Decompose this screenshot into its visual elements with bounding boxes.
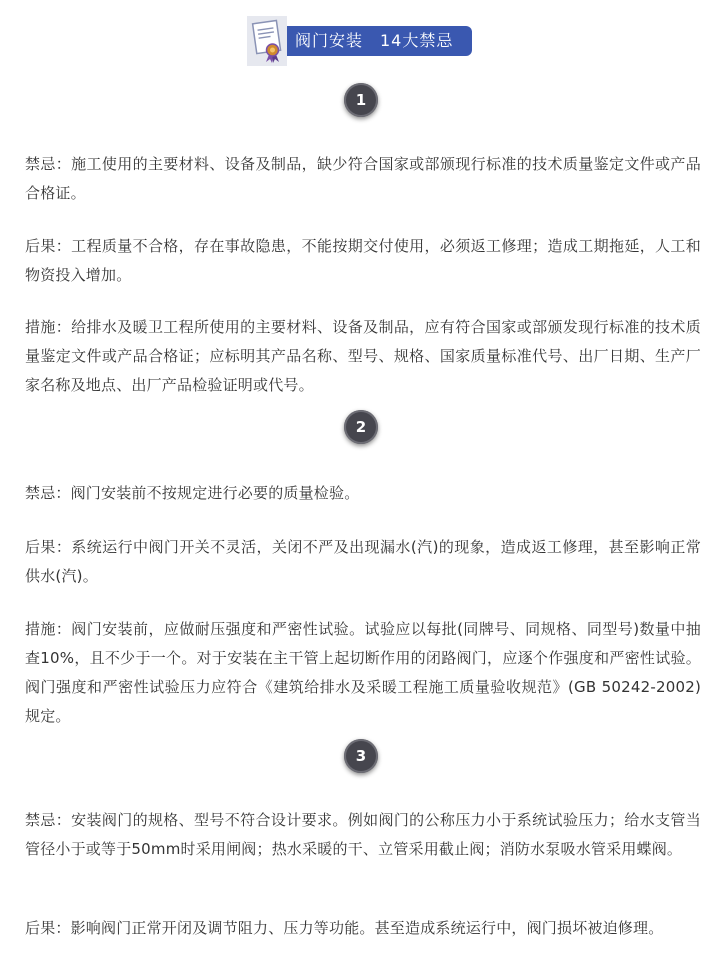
paragraph-consequence: 后果：系统运行中阀门开关不灵活，关闭不严及出现漏水(汽)的现象，造成返工修理，甚至影响正常供水(汽)。 [25,538,701,585]
page-title: 阀门安装 14大禁忌 [285,26,472,56]
paragraph-consequence: 后果：工程质量不合格，存在事故隐患，不能按期交付使用，必须返工修理；造成工期拖延，人工和物资投入增加。 [25,237,701,284]
section-number-badge: 1 [344,83,378,117]
paragraph-taboo: 禁忌：阀门安装前不按规定进行必要的质量检验。 [25,484,360,502]
paragraph-measure: 措施：给排水及暖卫工程所使用的主要材料、设备及制品，应有符合国家或部颁发现行标准的技术质量鉴定文件或产品合格证；应标明其产品名称、型号、规格、国家质量标准代号、出厂日期、生产厂家名称及地点、出厂产品检验证明或代号。 [25,318,701,394]
header [247,16,472,66]
certificate-icon [247,16,287,66]
paragraph-consequence: 后果：影响阀门正常开闭及调节阻力、压力等功能。甚至造成系统运行中，阀门损坏被迫修理。 [25,919,664,937]
paragraph-measure: 措施：阀门安装前，应做耐压强度和严密性试验。试验应以每批(同牌号、同规格、同型号)数量中抽查10%，且不少于一个。对于安装在主干管上起切断作用的闭路阀门，应逐个作强度和严密性试验。阀门强度和严密性试验压力应符合《建筑给排水及采暖工程施工质量验收规范》(GB 50242-2002)规定。 [25,620,701,725]
paragraph-taboo: 禁忌：施工使用的主要材料、设备及制品，缺少符合国家或部颁现行标准的技术质量鉴定文件或产品合格证。 [25,155,701,202]
section-number-badge: 3 [344,739,378,773]
paragraph-taboo: 禁忌：安装阀门的规格、型号不符合设计要求。例如阀门的公称压力小于系统试验压力；给水支管当管径小于或等于50mm时采用闸阀；热水采暖的干、立管采用截止阀；消防水泵吸水管采用蝶阀。 [25,811,701,858]
section-number-badge: 2 [344,410,378,444]
